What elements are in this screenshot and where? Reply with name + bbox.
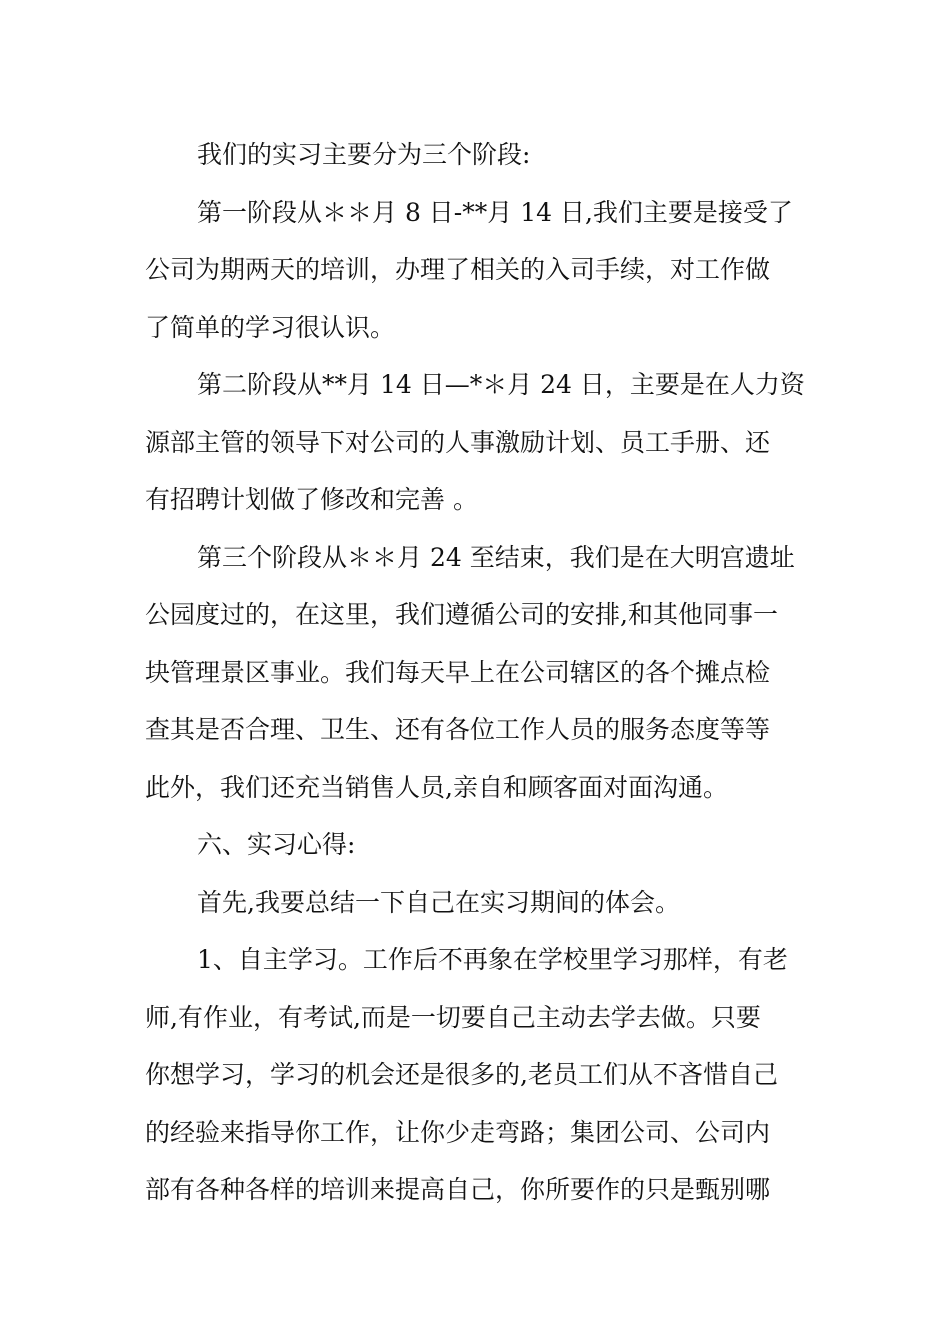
paragraph-stage-three-line-5: 此外，我们还充当销售人员,亲自和顾客面对面沟通。	[145, 772, 728, 802]
paragraph-self-study-line-3: 你想学习，学习的机会还是很多的,老员工们从不吝惜自己	[145, 1060, 778, 1089]
paragraph-self-study-line-5: 部有各种各样的培训来提高自己，你所要作的只是甄别哪	[145, 1175, 771, 1204]
paragraph-stage-two-line-2: 源部主管的领导下对公司的人事激励计划、员工手册、还	[145, 427, 771, 457]
paragraph-self-study-line-4: 的经验来指导你工作，让你少走弯路；集团公司、公司内	[145, 1117, 771, 1147]
paragraph-self-study-line-1: 1、自主学习。工作后不再象在学校里学习那样，有老	[197, 945, 788, 974]
paragraph-stage-three-line-1: 第三个阶段从＊＊月 24 至结束，我们是在大明宫遗址	[197, 542, 795, 572]
paragraph-stage-two-line-1: 第二阶段从**月 14 日—*＊月 24 日，主要是在人力资	[197, 370, 805, 399]
section-heading-insights: 六、实习心得:	[197, 830, 356, 859]
paragraph-stage-one-line-1: 第一阶段从＊＊月 8 日-**月 14 日,我们主要是接受了	[197, 197, 793, 227]
paragraph-stage-two-line-3: 有招聘计划做了修改和完善 。	[145, 485, 478, 514]
document-body	[145, 126, 809, 1219]
paragraph-stages-intro: 我们的实习主要分为三个阶段:	[197, 140, 531, 169]
paragraph-stage-three-line-4: 查其是否合理、卫生、还有各位工作人员的服务态度等等	[145, 715, 771, 744]
paragraph-self-study-line-2: 师,有作业，有考试,而是一切要自己主动去学去做。只要	[145, 1002, 761, 1032]
paragraph-insights-intro: 首先,我要总结一下自己在实习期间的体会。	[197, 887, 680, 917]
paragraph-stage-one-line-3: 了简单的学习很认识。	[145, 312, 396, 342]
paragraph-stage-three-line-2: 公园度过的，在这里，我们遵循公司的安排,和其他同事一	[145, 600, 778, 629]
paragraph-stage-three-line-3: 块管理景区事业。我们每天早上在公司辖区的各个摊点检	[145, 657, 771, 687]
paragraph-stage-one-line-2: 公司为期两天的培训，办理了相关的入司手续，对工作做	[145, 255, 771, 284]
